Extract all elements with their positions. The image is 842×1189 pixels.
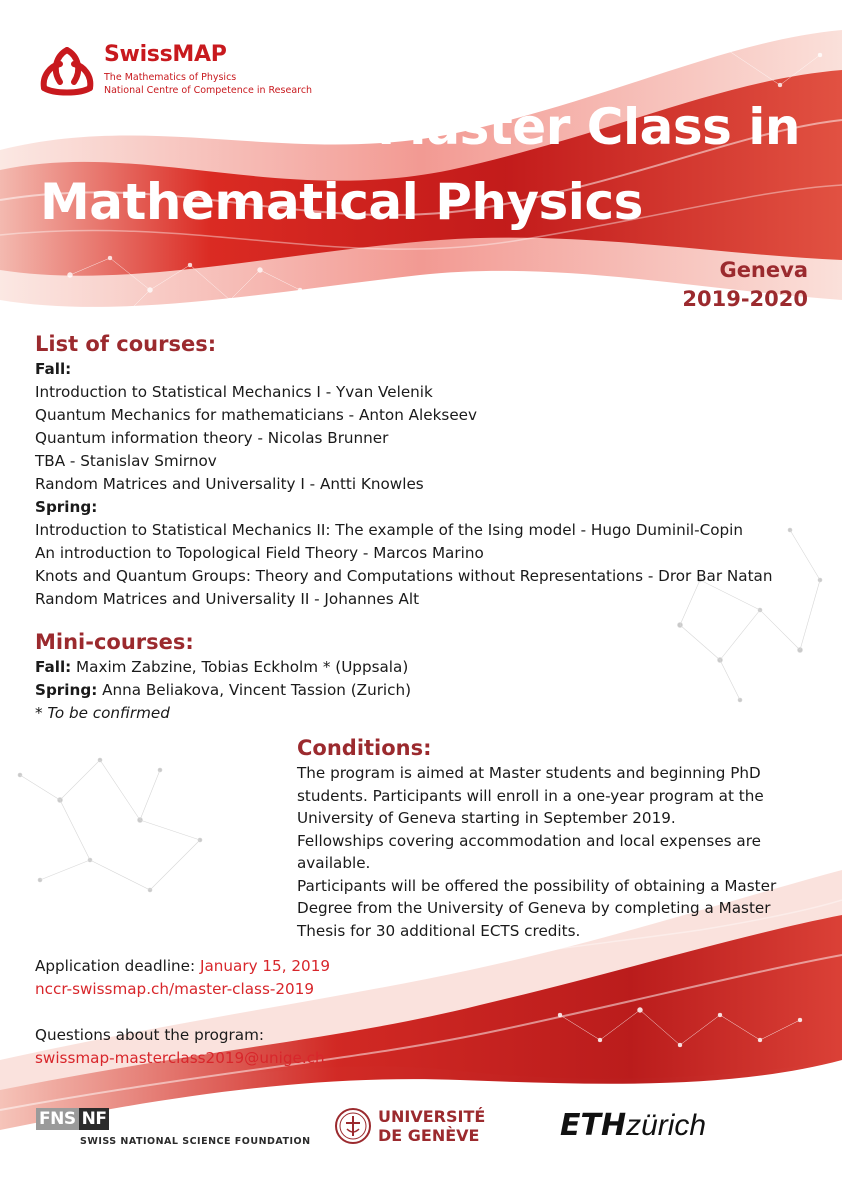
fall-course: TBA - Stanislav Smirnov bbox=[35, 452, 217, 470]
conditions-section bbox=[297, 734, 807, 942]
deadline-date: January 15, 2019 bbox=[199, 957, 331, 975]
mini-fall bbox=[35, 656, 635, 679]
conditions-line: University of Geneva starting in September 2019. bbox=[297, 809, 676, 827]
conditions-line: Degree from the University of Geneva by completing a Master bbox=[297, 899, 771, 917]
eth-logo-rest: zürich bbox=[626, 1109, 707, 1142]
org-subtitle-line-2: National Centre of Competence in Research bbox=[104, 85, 313, 96]
title-line-2: Mathematical Physics bbox=[40, 173, 643, 231]
spring-course: Introduction to Statistical Mechanics II: The example of the Ising model - Hugo Duminil-Copin bbox=[35, 521, 743, 539]
conditions-line: available. bbox=[297, 854, 371, 872]
conditions-line: Participants will be offered the possibility of obtaining a Master bbox=[297, 876, 777, 895]
location-block bbox=[682, 256, 808, 314]
mini-spring bbox=[35, 679, 635, 702]
questions-label: Questions about the program: bbox=[35, 1026, 265, 1044]
contact-email-link[interactable]: swissmap-masterclass2019@unige.ch bbox=[35, 1049, 325, 1067]
mini-fall-text: Maxim Zabzine, Tobias Eckholm * (Uppsala) bbox=[71, 658, 409, 676]
conditions-heading: Conditions: bbox=[297, 736, 432, 760]
city: Geneva bbox=[719, 258, 808, 282]
unige-logo-text bbox=[378, 1107, 485, 1145]
eth-zurich-logo bbox=[560, 1108, 706, 1143]
mini-fall-label: Fall: bbox=[35, 658, 72, 676]
fall-course: Introduction to Statistical Mechanics I - Yvan Velenik bbox=[35, 383, 433, 401]
eth-logo-bold: ETH bbox=[560, 1108, 627, 1143]
unige-seal-icon bbox=[334, 1107, 372, 1145]
unige-line-2: DE GENÈVE bbox=[378, 1126, 480, 1145]
mini-note: * To be confirmed bbox=[35, 704, 170, 722]
courses-heading: List of courses: bbox=[35, 332, 217, 356]
conditions-line: students. Participants will enroll in a one-year program at the bbox=[297, 786, 764, 805]
conditions-line: Fellowships covering accommodation and local expenses are bbox=[297, 831, 761, 850]
deadline bbox=[35, 955, 555, 978]
spring-label: Spring: bbox=[35, 498, 98, 516]
conditions-line: Thesis for 30 additional ECTS credits. bbox=[297, 921, 581, 940]
snsf-logo-part-1: FNS bbox=[36, 1108, 79, 1130]
swissmap-logo-icon bbox=[36, 44, 98, 98]
application-link[interactable]: nccr-swissmap.ch/master-class-2019 bbox=[35, 980, 315, 998]
org-name: SwissMAP bbox=[104, 42, 227, 67]
spring-course: An introduction to Topological Field Theory - Marcos Marino bbox=[35, 544, 484, 562]
network-left bbox=[18, 758, 202, 892]
fall-label: Fall: bbox=[35, 360, 72, 378]
mini-spring-label: Spring: bbox=[35, 681, 98, 699]
org-subtitle-line-1: The Mathematics of Physics bbox=[104, 72, 237, 83]
org-subtitle bbox=[104, 71, 312, 97]
application-section bbox=[35, 955, 555, 1070]
title-line-1: Master Class in bbox=[377, 98, 800, 156]
conditions-line: The program is aimed at Master students and beginning PhD bbox=[297, 764, 761, 782]
fall-course: Quantum Mechanics for mathematicians - Anton Alekseev bbox=[35, 406, 477, 424]
snsf-caption: SWISS NATIONAL SCIENCE FOUNDATION bbox=[80, 1136, 311, 1147]
fall-course: Quantum information theory - Nicolas Brunner bbox=[35, 429, 389, 447]
fall-course: Random Matrices and Universality I - Antti Knowles bbox=[35, 475, 424, 493]
snsf-logo-part-2: NF bbox=[79, 1108, 110, 1130]
spring-course: Knots and Quantum Groups: Theory and Computations without Representations - Dror Bar Natan bbox=[35, 567, 773, 585]
courses-section bbox=[35, 330, 825, 611]
snsf-logo bbox=[36, 1108, 109, 1130]
deadline-label: Application deadline: bbox=[35, 957, 200, 975]
unige-line-1: UNIVERSITÉ bbox=[378, 1107, 486, 1126]
mini-courses-section bbox=[35, 628, 635, 725]
mini-courses-heading: Mini-courses: bbox=[35, 630, 194, 654]
spring-course: Random Matrices and Universality II - Johannes Alt bbox=[35, 590, 420, 608]
mini-spring-text: Anna Beliakova, Vincent Tassion (Zurich) bbox=[97, 681, 412, 699]
years: 2019-2020 bbox=[682, 287, 808, 311]
